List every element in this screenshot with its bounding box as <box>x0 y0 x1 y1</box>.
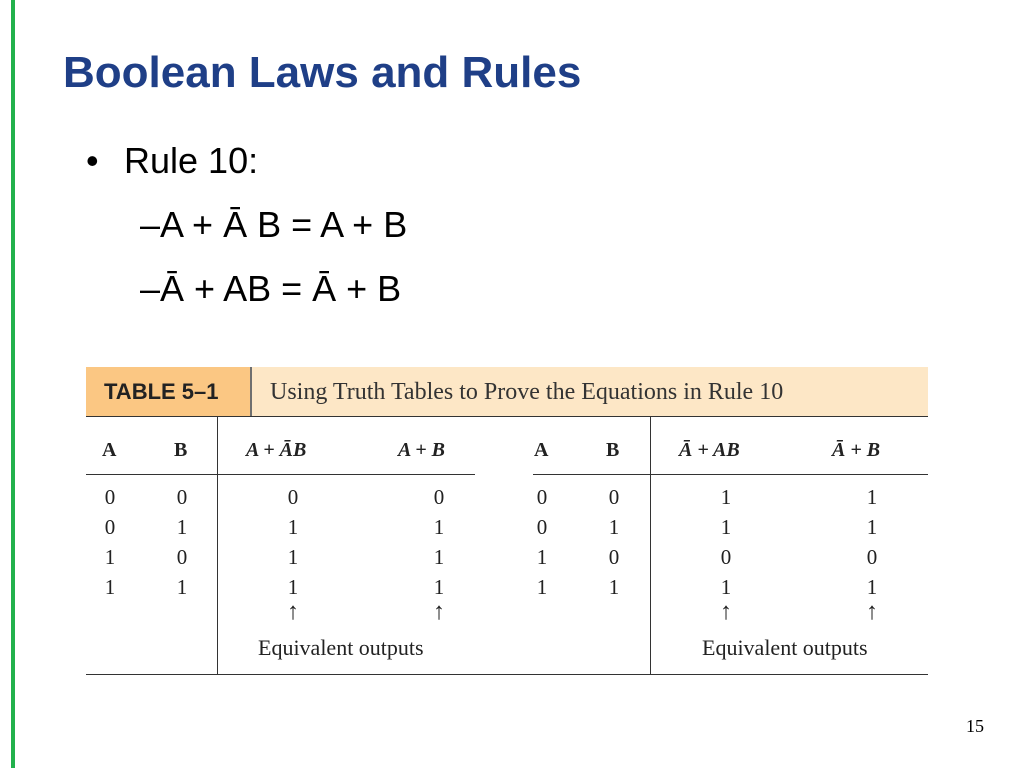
right-cell: 1 <box>720 515 732 539</box>
right-cell: 0 <box>536 515 548 539</box>
accent-bar <box>11 0 15 768</box>
up-arrow-icon: ↑ <box>433 599 445 625</box>
equation-1: –A + Ā B = A + B <box>140 204 408 245</box>
left-header-expr-lhs: A + ĀB <box>246 439 307 461</box>
left-cell: 1 <box>104 575 116 599</box>
right-equivalent-note: Equivalent outputs <box>702 635 868 660</box>
left-cell: 1 <box>176 575 188 599</box>
left-header-a: A <box>102 439 117 461</box>
left-cell: 1 <box>287 575 299 599</box>
bullet-text: Rule 10: <box>124 140 259 181</box>
table-rule-right-header <box>533 474 928 475</box>
left-cell: 0 <box>433 485 445 509</box>
right-cell: 0 <box>608 545 620 569</box>
left-cell: 1 <box>433 515 445 539</box>
right-header-b: B <box>606 439 620 461</box>
table-rule-left-header <box>86 474 475 475</box>
left-cell: 0 <box>176 545 188 569</box>
table-divider-left <box>217 417 218 675</box>
equation-2: –Ā + AB = Ā + B <box>140 268 402 309</box>
table-id: TABLE 5–1 <box>86 367 250 417</box>
right-cell: 1 <box>866 575 878 599</box>
left-cell: 0 <box>104 485 116 509</box>
up-arrow-icon: ↑ <box>287 599 299 625</box>
bullet-rule <box>86 140 258 182</box>
right-cell: 1 <box>720 575 732 599</box>
right-cell: 0 <box>608 485 620 509</box>
left-cell: 0 <box>104 515 116 539</box>
right-cell: 1 <box>720 485 732 509</box>
up-arrow-icon: ↑ <box>866 599 878 625</box>
left-cell: 1 <box>176 515 188 539</box>
left-cell: 0 <box>176 485 188 509</box>
left-header-expr-rhs: A + B <box>398 439 445 461</box>
right-cell: 0 <box>536 485 548 509</box>
table-rule-top <box>86 416 928 417</box>
left-cell: 1 <box>433 575 445 599</box>
right-cell: 0 <box>720 545 732 569</box>
left-cell: 1 <box>287 545 299 569</box>
left-equivalent-note: Equivalent outputs <box>258 635 424 660</box>
right-cell: 1 <box>536 545 548 569</box>
right-header-expr-rhs: Ā + B <box>832 439 881 461</box>
truth-table <box>86 367 928 675</box>
up-arrow-icon: ↑ <box>720 599 732 625</box>
table-rule-bottom <box>86 674 928 675</box>
right-cell: 1 <box>866 515 878 539</box>
table-id-divider <box>250 367 252 417</box>
right-header-expr-lhs: Ā + AB <box>679 439 740 461</box>
right-cell: 1 <box>536 575 548 599</box>
left-header-b: B <box>174 439 188 461</box>
left-cell: 0 <box>287 485 299 509</box>
table-caption: Using Truth Tables to Prove the Equations in Rule 10 <box>270 379 784 405</box>
right-cell: 1 <box>608 575 620 599</box>
right-header-a: A <box>534 439 549 461</box>
table-divider-right <box>650 417 651 675</box>
right-cell: 0 <box>866 545 878 569</box>
page-number: 15 <box>966 716 984 736</box>
right-cell: 1 <box>608 515 620 539</box>
right-cell: 1 <box>866 485 878 509</box>
left-cell: 1 <box>433 545 445 569</box>
bullet-icon: • <box>86 140 99 181</box>
slide-title: Boolean Laws and Rules <box>63 48 582 97</box>
left-cell: 1 <box>287 515 299 539</box>
left-cell: 1 <box>104 545 116 569</box>
